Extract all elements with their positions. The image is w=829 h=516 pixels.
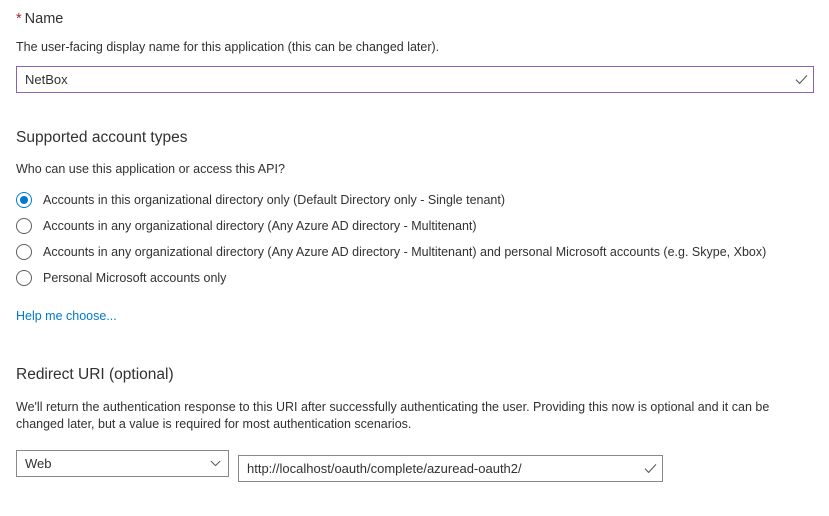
redirect-uri-input-value[interactable]: http://localhost/oauth/complete/azuread-oauth2/ — [247, 461, 522, 476]
redirect-uri-description: We'll return the authentication response to this URI after successfully authenticating the user. Providing this now is optional and it can be changed later, but a value is required for most authentication scenarios. — [16, 400, 770, 431]
redirect-uri-section — [16, 365, 815, 482]
account-types-radio-group — [16, 189, 815, 293]
redirect-uri-title: Redirect URI (optional) — [16, 366, 174, 383]
radio-option-single-tenant[interactable] — [16, 189, 815, 215]
radio-option-multitenant[interactable] — [16, 215, 815, 241]
radio-option-multitenant-personal[interactable] — [16, 241, 815, 267]
redirect-uri-input[interactable] — [238, 455, 663, 482]
name-description: The user-facing display name for this application (this can be changed later). — [16, 40, 440, 54]
supported-account-types-section — [16, 128, 815, 325]
radio-option-label: Accounts in any organizational directory (Any Azure AD directory - Multitenant) and personal Microsoft accounts (e.g. Skype, Xbox) — [43, 245, 767, 259]
redirect-uri-row — [16, 445, 815, 482]
account-types-description: Who can use this application or access this API? — [16, 162, 285, 176]
account-types-title: Supported account types — [16, 129, 188, 146]
radio-icon[interactable] — [16, 192, 32, 208]
help-me-choose-link[interactable]: Help me choose... — [16, 309, 117, 323]
radio-icon[interactable] — [16, 244, 32, 260]
checkmark-icon — [638, 463, 662, 474]
radio-option-label: Accounts in any organizational directory (Any Azure AD directory - Multitenant) — [43, 219, 477, 233]
checkmark-icon — [789, 74, 813, 85]
radio-icon[interactable] — [16, 270, 32, 286]
chevron-down-icon — [202, 460, 228, 467]
radio-icon[interactable] — [16, 218, 32, 234]
name-input[interactable] — [16, 66, 814, 93]
platform-select[interactable] — [16, 450, 229, 477]
name-label — [16, 10, 815, 28]
name-label-text: Name — [24, 11, 64, 27]
name-input-value[interactable]: NetBox — [25, 72, 68, 87]
radio-option-label: Accounts in this organizational directory only (Default Directory only - Single tenant) — [43, 193, 506, 207]
name-section — [16, 10, 815, 93]
radio-option-personal-only[interactable] — [16, 267, 815, 293]
platform-select-value: Web — [25, 456, 52, 471]
radio-option-label: Personal Microsoft accounts only — [43, 271, 227, 285]
required-indicator: * — [16, 11, 22, 27]
